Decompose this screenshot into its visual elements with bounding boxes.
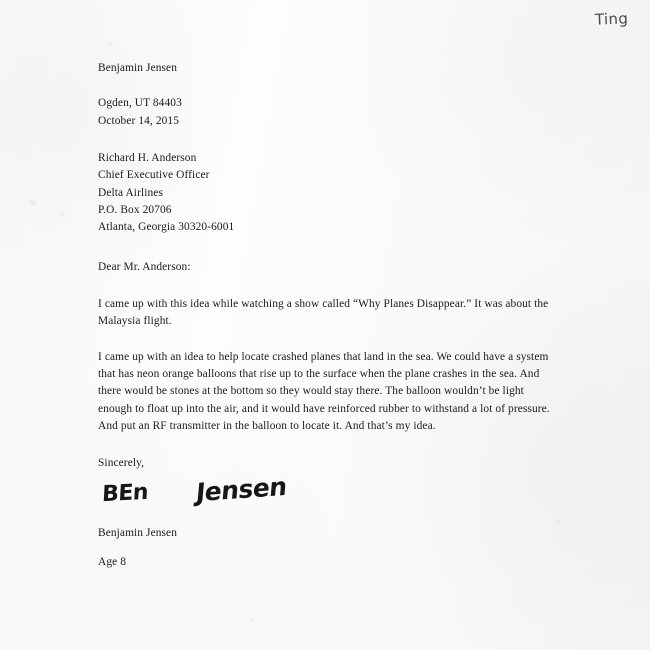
signer-printed-name: Benjamin Jensen [98,526,178,539]
scan-smudge [250,618,255,622]
sender-city-state-zip: Ogden, UT 84403 [98,97,182,110]
signature-last-name: Jensen [194,471,288,507]
sender-name: Benjamin Jensen [98,62,178,74]
closing: Sincerely, [98,457,145,470]
recipient-title: Chief Executive Officer [98,169,210,182]
recipient-company: Delta Airlines [98,186,163,199]
signature-first-name: BEn [101,479,149,507]
letter-body [98,60,558,571]
recipient-name: Richard H. Anderson [98,151,197,164]
scan-smudge [108,42,112,45]
scan-smudge [30,200,36,205]
recipient-po-box: P.O. Box 20706 [98,203,172,216]
recipient-city-state-zip: Atlanta, Georgia 30320-6001 [98,221,235,234]
body-paragraph-2: I came up with an idea to help locate crashed planes that land in the sea. We could have a system that has neon orange balloons that rise up to the surface when the plane crashes in the sea. And there would be stones at the bottom so they would stay there. The balloon wouldn’t be light enough to float up into the air, and it would have reinforced rubber to withstand a lot of pressure. And put an RF transmitter in the balloon to locate it. And that’s my idea. [98,350,550,432]
handwritten-corner-note: Ting [594,9,629,29]
body-paragraph-1: I came up with this idea while watching a show called “Why Planes Disappear.” It was about the Malaysia flight. [98,297,549,328]
salutation: Dear Mr. Anderson: [98,260,191,273]
handwritten-signature [98,473,558,525]
scan-smudge [60,212,64,216]
letter-date: October 14, 2015 [98,114,180,127]
signer-age: Age 8 [98,555,127,568]
